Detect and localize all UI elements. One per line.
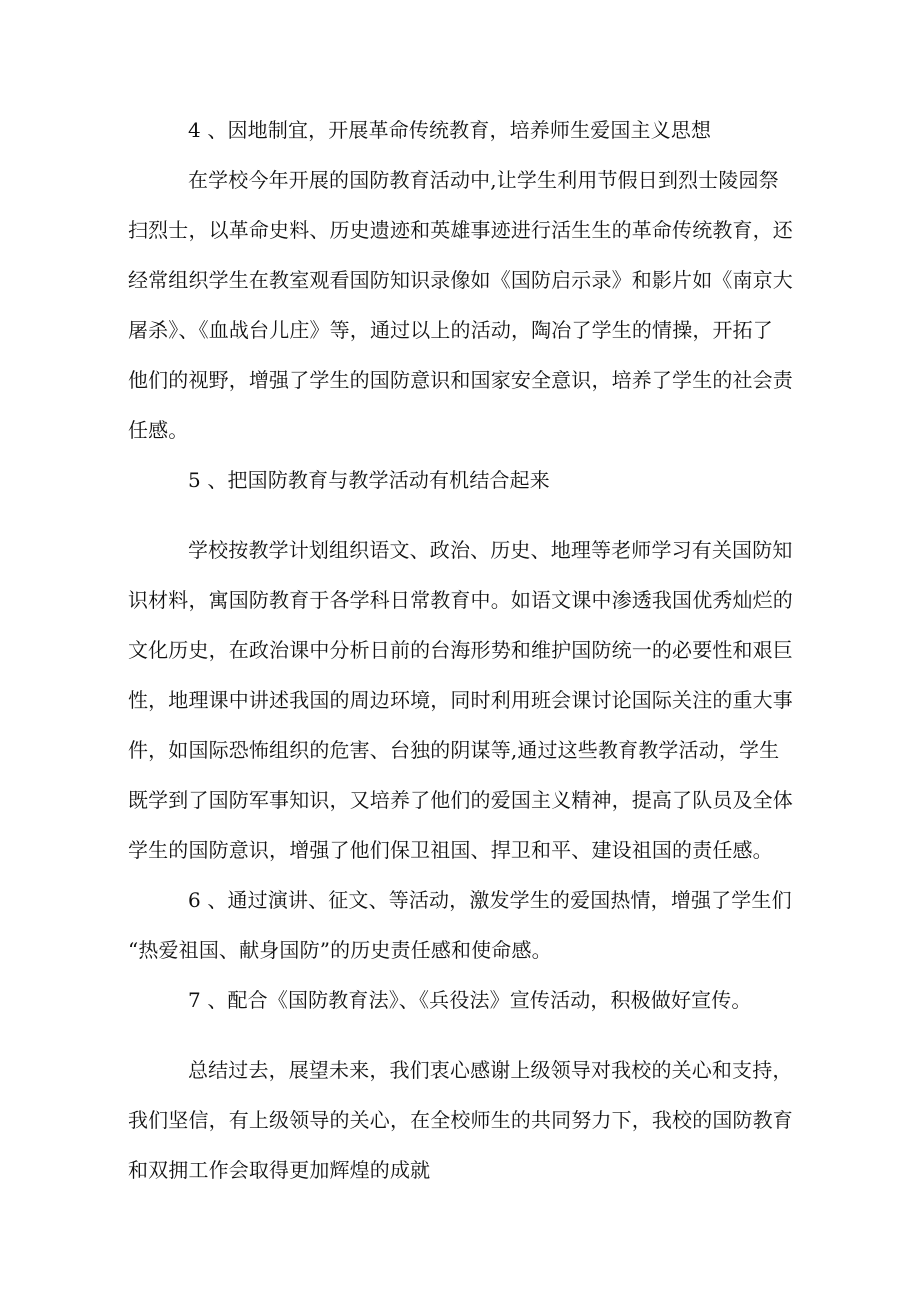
paragraph-line: 既学到了国防军事知识，又培养了他们的爱国主义精神，提高了队员及全体 <box>128 788 793 812</box>
paragraph-line: 和双拥工作会取得更加辉煌的成就 <box>128 1158 431 1182</box>
paragraph-line: 件，如国际恐怖组织的危害、台独的阴谋等,通过这些教育教学活动，学生 <box>128 738 780 762</box>
paragraph-line: 文化历史，在政治课中分析日前的台海形势和维护国防统一的必要性和艰巨 <box>128 638 793 662</box>
paragraph-line: 总结过去，展望未来，我们衷心感谢上级领导对我校的关心和支持， <box>188 1058 793 1082</box>
paragraph-line: 任感。 <box>128 418 189 442</box>
heading-item-5: 5 、把国防教育与教学活动有机结合起来 <box>188 468 550 492</box>
paragraph-line: 识材料，寓国防教育于各学科日常教育中。如语文课中渗透我国优秀灿烂的 <box>128 588 793 612</box>
paragraph-line: 屠杀》、《血战台儿庄》等，通过以上的活动，陶冶了学生的情操，开拓了 <box>128 318 773 342</box>
paragraph-line: 学生的国防意识，增强了他们保卫祖国、捍卫和平、建设祖国的责任感。 <box>128 838 773 862</box>
paragraph-line: 学校按教学计划组织语文、政治、历史、地理等老师学习有关国防知 <box>188 538 793 562</box>
paragraph-line: 扫烈士，以革命史料、历史遗迹和英雄事迹进行活生生的革命传统教育，还 <box>128 218 793 242</box>
paragraph-line: 经常组织学生在教室观看国防知识录像如《国防启示录》和影片如《南京大 <box>128 268 793 292</box>
heading-item-4: 4 、因地制宜，开展革命传统教育，培养师生爱国主义思想 <box>188 118 712 142</box>
heading-item-7: 7 、配合《国防教育法》、《兵役法》宣传活动，积极做好宣传。 <box>188 988 752 1012</box>
paragraph-line: 在学校今年开展的国防教育活动中,让学生利用节假日到烈士陵园祭 <box>188 168 779 192</box>
paragraph-line: 性，地理课中讲述我国的周边环境，同时利用班会课讨论国际关注的重大事 <box>128 688 793 712</box>
paragraph-line: 他们的视野，增强了学生的国防意识和国家安全意识，培养了学生的社会责 <box>128 368 793 392</box>
heading-item-6: 6 、通过演讲、征文、等活动，激发学生的爱国热情，增强了学生们 <box>188 888 792 912</box>
paragraph-line: “热爱祖国、献身国防”的历史责任感和使命感。 <box>128 938 552 962</box>
paragraph-line: 我们坚信，有上级领导的关心，在全校师生的共同努力下，我校的国防教育 <box>128 1108 793 1132</box>
